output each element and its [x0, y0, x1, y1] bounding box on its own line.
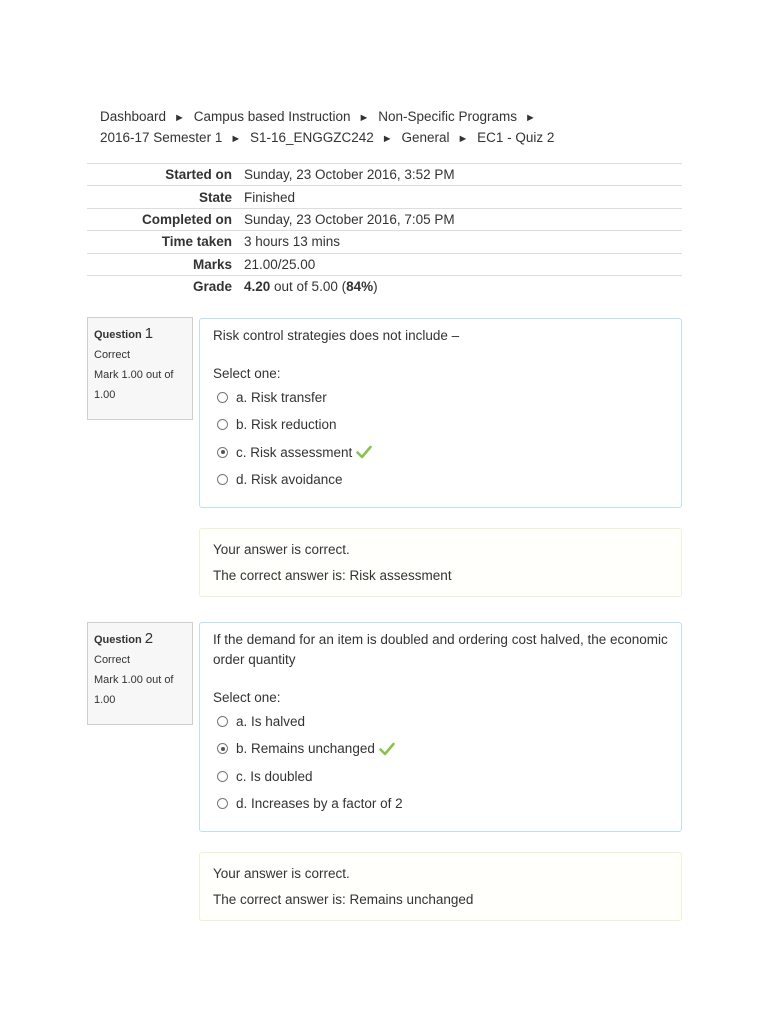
breadcrumb-dashboard[interactable]: Dashboard	[100, 109, 167, 124]
feedback-text: Your answer is correct.	[213, 542, 350, 557]
answer-option[interactable]	[213, 439, 668, 466]
radio-button[interactable]	[217, 771, 228, 782]
question-status: Correct	[94, 654, 131, 666]
answer-option[interactable]	[213, 763, 668, 790]
triangle-right-icon: ►	[174, 112, 185, 124]
feedback-text: Your answer is correct.	[213, 866, 350, 881]
summary-label: Started on	[165, 167, 232, 183]
radio-button[interactable]	[217, 798, 228, 809]
answer-option[interactable]	[213, 708, 668, 735]
breadcrumb-campus[interactable]: Campus based Instruction	[193, 109, 351, 124]
radio-button[interactable]	[217, 419, 228, 430]
summary-label: Marks	[192, 256, 232, 272]
grade-out-of: out of 5.00 (	[270, 279, 347, 295]
check-icon	[379, 742, 395, 756]
answer-option[interactable]	[213, 790, 668, 817]
triangle-right-icon: ►	[230, 133, 242, 145]
question-formulation	[199, 622, 682, 832]
summary-value: 21.00/25.00	[244, 256, 316, 272]
option-label: b. Remains unchanged	[236, 741, 375, 757]
option-label: d. Increases by a factor of 2	[236, 796, 403, 812]
answer-option[interactable]	[213, 384, 668, 411]
triangle-right-icon: ►	[358, 112, 370, 124]
select-prompt: Select one:	[213, 690, 281, 705]
summary-label: Completed on	[142, 211, 232, 227]
option-label: b. Risk reduction	[236, 417, 337, 433]
summary-label: Time taken	[161, 234, 232, 250]
triangle-right-icon: ►	[381, 133, 393, 145]
question-info	[87, 317, 193, 420]
answer-option[interactable]	[213, 466, 668, 493]
summary-value: Sunday, 23 October 2016, 7:05 PM	[244, 211, 455, 227]
summary-row-state	[87, 186, 682, 208]
question-text: Risk control strategies does not include –	[213, 328, 460, 343]
grade-end: )	[373, 279, 378, 295]
breadcrumb-semester[interactable]: 2016-17 Semester 1	[100, 130, 223, 145]
summary-row-started	[87, 164, 682, 186]
summary-row-grade	[87, 275, 682, 297]
answer-options	[213, 384, 668, 493]
question-num: 1	[144, 325, 154, 342]
question-mark: Mark 1.00 out of 1.00	[94, 674, 174, 706]
radio-button[interactable]	[217, 392, 228, 403]
radio-button[interactable]	[217, 716, 228, 727]
question-status: Correct	[94, 349, 131, 361]
breadcrumb-course[interactable]: S1-16_ENGGZC242	[249, 130, 374, 145]
correct-answer-text: The correct answer is: Remains unchanged	[213, 892, 474, 907]
grade-score: 4.20	[244, 279, 271, 295]
option-label: a. Is halved	[236, 714, 306, 730]
attempt-summary-table	[87, 163, 682, 297]
summary-row-time	[87, 231, 682, 253]
check-icon	[356, 445, 372, 459]
question-info	[87, 622, 193, 725]
breadcrumb-quiz[interactable]: EC1 - Quiz 2	[477, 130, 555, 145]
answer-feedback	[199, 852, 682, 921]
summary-value: Finished	[244, 189, 296, 205]
answer-feedback	[199, 528, 682, 597]
breadcrumb-programs[interactable]: Non-Specific Programs	[378, 109, 517, 124]
summary-label: Grade	[192, 279, 232, 295]
select-prompt: Select one:	[213, 366, 281, 381]
question-num: 2	[144, 630, 154, 647]
answer-options	[213, 708, 668, 817]
radio-button[interactable]	[217, 474, 228, 485]
option-label: c. Risk assessment	[236, 444, 353, 460]
triangle-right-icon: ►	[525, 112, 536, 124]
question-label: Question	[94, 634, 142, 646]
summary-value: 3 hours 13 mins	[244, 234, 341, 250]
answer-option[interactable]	[213, 735, 668, 762]
radio-button-selected[interactable]	[217, 447, 228, 458]
summary-label: State	[198, 189, 232, 205]
triangle-right-icon: ►	[457, 133, 469, 145]
summary-row-marks	[87, 253, 682, 275]
breadcrumb	[100, 107, 660, 149]
question-text: If the demand for an item is doubled and ordering cost halved, the economic order quantity	[213, 632, 668, 667]
option-label: a. Risk transfer	[236, 390, 327, 406]
question-number	[94, 629, 186, 650]
radio-button-selected[interactable]	[217, 743, 228, 754]
question-label: Question	[94, 329, 142, 341]
question-number	[94, 324, 186, 345]
question-mark: Mark 1.00 out of 1.00	[94, 369, 174, 401]
option-label: c. Is doubled	[236, 768, 313, 784]
summary-value	[239, 275, 682, 297]
breadcrumb-general[interactable]: General	[401, 130, 450, 145]
question-formulation	[199, 318, 682, 508]
answer-option[interactable]	[213, 411, 668, 438]
correct-answer-text: The correct answer is: Risk assessment	[213, 568, 452, 583]
grade-percent: 84%	[346, 279, 374, 295]
summary-row-completed	[87, 208, 682, 230]
option-label: d. Risk avoidance	[236, 472, 343, 488]
summary-value: Sunday, 23 October 2016, 3:52 PM	[244, 167, 455, 183]
